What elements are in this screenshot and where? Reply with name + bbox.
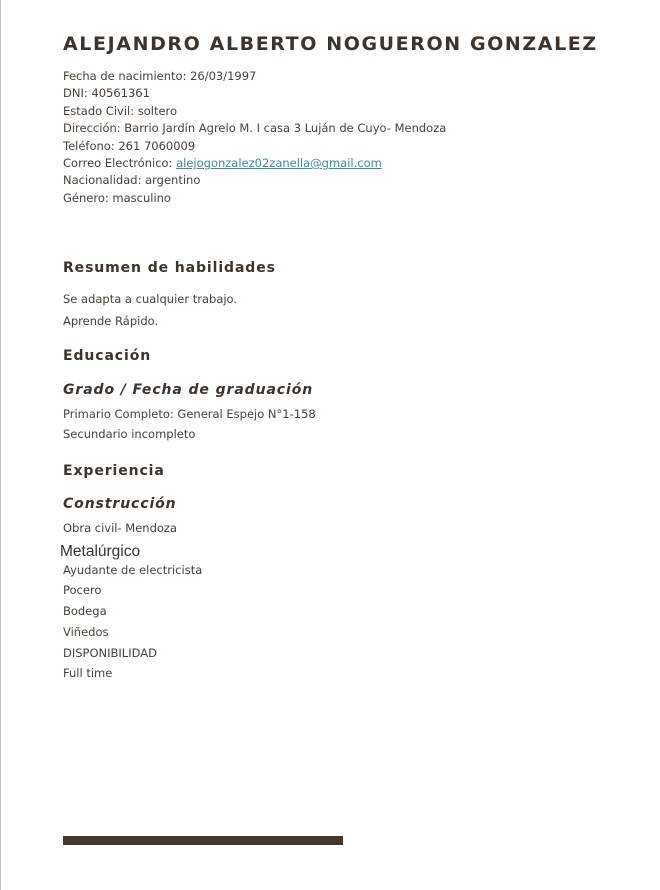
education-subheading: Grado / Fecha de graduación — [63, 382, 314, 398]
email-line — [63, 155, 446, 172]
email-link[interactable]: alejogonzalez02zanella@gmail.com — [176, 156, 382, 171]
experience-item: Ayudante de electricista — [63, 563, 203, 577]
footer-bar — [63, 836, 343, 845]
experience-item: Obra civil- Mendoza — [63, 521, 178, 535]
skill-item: Aprende Rápido. — [63, 314, 159, 328]
nationality: Nacionalidad: argentino — [63, 173, 201, 188]
experience-item: Metalúrgico — [60, 543, 141, 560]
phone: Teléfono: 261 7060009 — [63, 138, 196, 153]
availability-value: Full time — [63, 666, 113, 680]
experience-heading: Experiencia — [63, 463, 165, 479]
gender: Género: masculino — [63, 190, 171, 205]
education-heading: Educación — [63, 348, 152, 364]
birth-date: Fecha de nacimiento: 26/03/1997 — [63, 69, 257, 83]
education-item: Primario Completo: General Espejo N°1-158 — [63, 407, 316, 421]
education-item: Secundario incompleto — [63, 427, 196, 441]
skills-heading: Resumen de habilidades — [63, 260, 276, 276]
experience-item: Pocero — [63, 583, 102, 597]
dni: DNI: 40561361 — [63, 86, 150, 101]
address: Dirección: Barrio Jardín Agrelo M. I casa 3 Luján de Cuyo- Mendoza — [63, 121, 447, 136]
experience-item: Viñedos — [63, 625, 109, 639]
experience-subheading: Construcción — [63, 496, 177, 512]
page-left-border — [0, 0, 1, 890]
resume-name: ALEJANDRO ALBERTO NOGUERON GONZALEZ — [63, 33, 598, 55]
availability-label: DISPONIBILIDAD — [63, 646, 157, 660]
contact-block — [63, 68, 446, 207]
skill-item: Se adapta a cualquier trabajo. — [63, 292, 238, 306]
civil-status: Estado Civil: soltero — [63, 103, 178, 118]
experience-item: Bodega — [63, 604, 107, 618]
email-label: Correo Electrónico: — [63, 156, 177, 171]
